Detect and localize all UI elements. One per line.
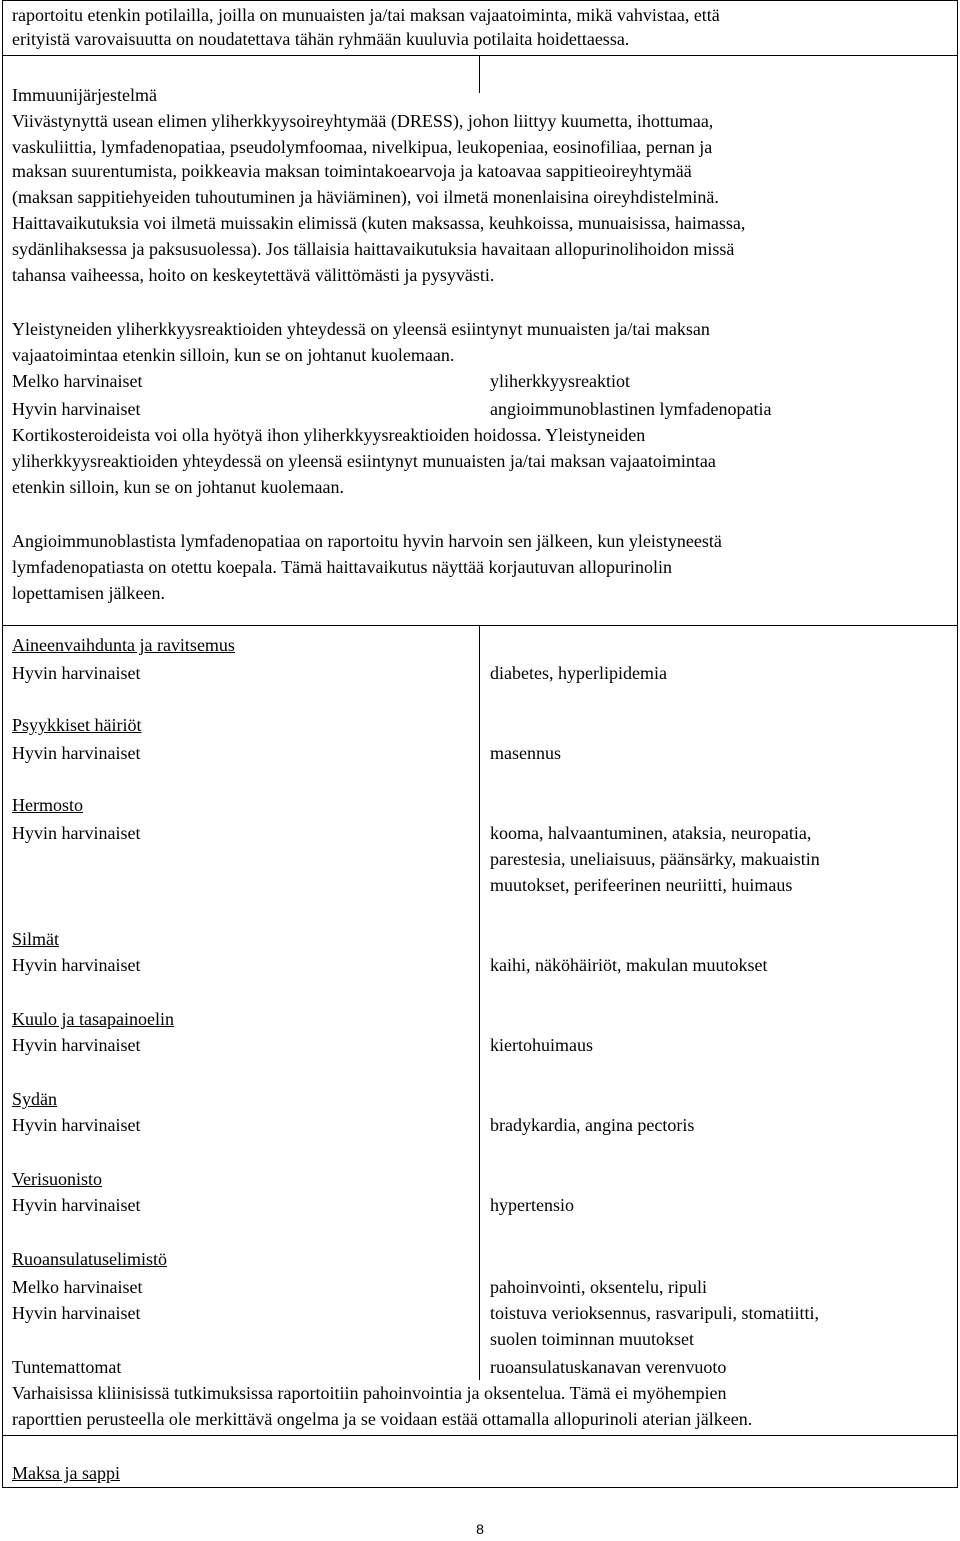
section-heading-metabolism: Aineenvaihdunta ja ravitsemus — [12, 635, 235, 655]
gi-note-line: raporttien perusteella ole merkittävä ongelma ja se voidaan estää ottamalla allopurinoli aterian jälkeen. — [12, 1409, 753, 1429]
immuno-para1-line: sydänlihaksessa ja paksusuolessa). Jos tällaisia haittavaikutuksia havaitaan allopurinolihoidon missä — [12, 239, 735, 259]
freq-label: Tuntemattomat — [12, 1357, 122, 1377]
immuno-para2-line: vajaatoimintaa etenkin silloin, kun se on johtanut kuolemaan. — [12, 345, 455, 365]
section-heading-gi: Ruoansulatuselimistö — [12, 1249, 167, 1269]
row-divider-3 — [2, 1435, 958, 1436]
effect-label: parestesia, uneliaisuus, päänsärky, makuaistin — [490, 849, 820, 869]
col-divider-top — [479, 55, 480, 93]
table-border-bottom — [2, 1487, 958, 1488]
table-border-left — [2, 0, 3, 1488]
table-border-right — [957, 0, 958, 1488]
freq-label: Hyvin harvinaiset — [12, 1115, 141, 1135]
immuno-para3-line: yliherkkyysreaktioiden yhteydessä on yleensä esiintynyt munuaisten ja/tai maksan vajaatoimintaa — [12, 451, 716, 471]
immuno-para3-line: etenkin silloin, kun se on johtanut kuolemaan. — [12, 477, 344, 497]
effect-label: angioimmunoblastinen lymfadenopatia — [490, 399, 772, 419]
section-heading-eyes: Silmät — [12, 929, 60, 949]
immuno-para1-line: maksan suurentumista, poikkeavia maksan toimintakoearvoja ja katoavaa sappitieoireyhtymää — [12, 161, 692, 181]
effect-label: kaihi, näköhäiriöt, makulan muutokset — [490, 955, 768, 975]
intro-line-2: erityistä varovaisuutta on noudatettava tähän ryhmään kuuluvia potilaita hoidettaessa. — [12, 29, 630, 49]
effect-label: kooma, halvaantuminen, ataksia, neuropatia, — [490, 823, 812, 843]
section-heading-psychiatric: Psyykkiset häiriöt — [12, 715, 142, 735]
freq-label: Hyvin harvinaiset — [12, 1195, 141, 1215]
effect-label: suolen toiminnan muutokset — [490, 1329, 694, 1349]
freq-label: Hyvin harvinaiset — [12, 399, 141, 419]
freq-label: Melko harvinaiset — [12, 371, 143, 391]
immuno-para1-line: Haittavaikutuksia voi ilmetä muissakin elimissä (kuten maksassa, keuhkoissa, munuaisissa, haimassa, — [12, 213, 746, 233]
effect-label: diabetes, hyperlipidemia — [490, 663, 667, 683]
row-divider-2 — [2, 625, 958, 626]
section-heading-nervous: Hermosto — [12, 795, 83, 815]
gi-note-line: Varhaisissa kliinisissä tutkimuksissa raportoitiin pahoinvointia ja oksentelua. Tämä ei myöhempien — [12, 1383, 727, 1403]
immuno-para4-line: lymfadenopatiasta on otettu koepala. Tämä haittavaikutus näyttää korjautuvan allopurinolin — [12, 557, 672, 577]
freq-label: Hyvin harvinaiset — [12, 823, 141, 843]
section-heading-immuno: Immuunijärjestelmä — [12, 85, 157, 105]
immuno-para1-line: vaskuliittia, lymfadenopatiaa, pseudolymfoomaa, nivelkipua, leukopeniaa, eosinofiliaa, pernan ja — [12, 137, 713, 157]
freq-label: Hyvin harvinaiset — [12, 1303, 141, 1323]
immuno-para4-line: Angioimmunoblastista lymfadenopatiaa on raportoitu hyvin harvoin sen jälkeen, kun yleistyneestä — [12, 531, 722, 551]
freq-label: Melko harvinaiset — [12, 1277, 143, 1297]
freq-label: Hyvin harvinaiset — [12, 663, 141, 683]
table-border-top — [2, 0, 958, 1]
effect-label: bradykardia, angina pectoris — [490, 1115, 695, 1135]
effect-label: ruoansulatuskanavan verenvuoto — [490, 1357, 727, 1377]
section-heading-liver: Maksa ja sappi — [12, 1463, 120, 1483]
freq-label: Hyvin harvinaiset — [12, 955, 141, 975]
section-heading-cardiac: Sydän — [12, 1089, 57, 1109]
effect-label: masennus — [490, 743, 561, 763]
immuno-para2-line: Yleistyneiden yliherkkyysreaktioiden yhteydessä on yleensä esiintynyt munuaisten ja/tai maksan — [12, 319, 710, 339]
effect-label: hypertensio — [490, 1195, 574, 1215]
freq-label: Hyvin harvinaiset — [12, 743, 141, 763]
section-heading-ear: Kuulo ja tasapainoelin — [12, 1009, 174, 1029]
effect-label: muutokset, perifeerinen neuriitti, huimaus — [490, 875, 793, 895]
immuno-para3-line: Kortikosteroideista voi olla hyötyä ihon yliherkkyysreaktioiden hoidossa. Yleistyneiden — [12, 425, 646, 445]
effect-label: kiertohuimaus — [490, 1035, 593, 1055]
effect-label: pahoinvointi, oksentelu, ripuli — [490, 1277, 707, 1297]
col-divider-sections — [479, 625, 480, 1380]
immuno-para1-line: Viivästynyttä usean elimen yliherkkyysoireyhtymää (DRESS), johon liittyy kuumetta, ihottumaa, — [12, 111, 714, 131]
row-divider-1 — [2, 55, 958, 56]
freq-label: Hyvin harvinaiset — [12, 1035, 141, 1055]
page-number: 8 — [476, 1521, 484, 1537]
immuno-para4-line: lopettamisen jälkeen. — [12, 583, 165, 603]
intro-line-1: raportoitu etenkin potilailla, joilla on munuaisten ja/tai maksan vajaatoiminta, mikä vahvistaa, että — [12, 5, 720, 25]
effect-label: toistuva verioksennus, rasvaripuli, stomatiitti, — [490, 1303, 819, 1323]
effect-label: yliherkkyysreaktiot — [490, 371, 630, 391]
section-heading-vascular: Verisuonisto — [12, 1169, 102, 1189]
immuno-para1-line: tahansa vaiheessa, hoito on keskeytettävä välittömästi ja pysyvästi. — [12, 265, 495, 285]
immuno-para1-line: (maksan sappitiehyeiden tuhoutuminen ja häviäminen), voi ilmetä monenlaisina oireyhdistelminä. — [12, 187, 719, 207]
